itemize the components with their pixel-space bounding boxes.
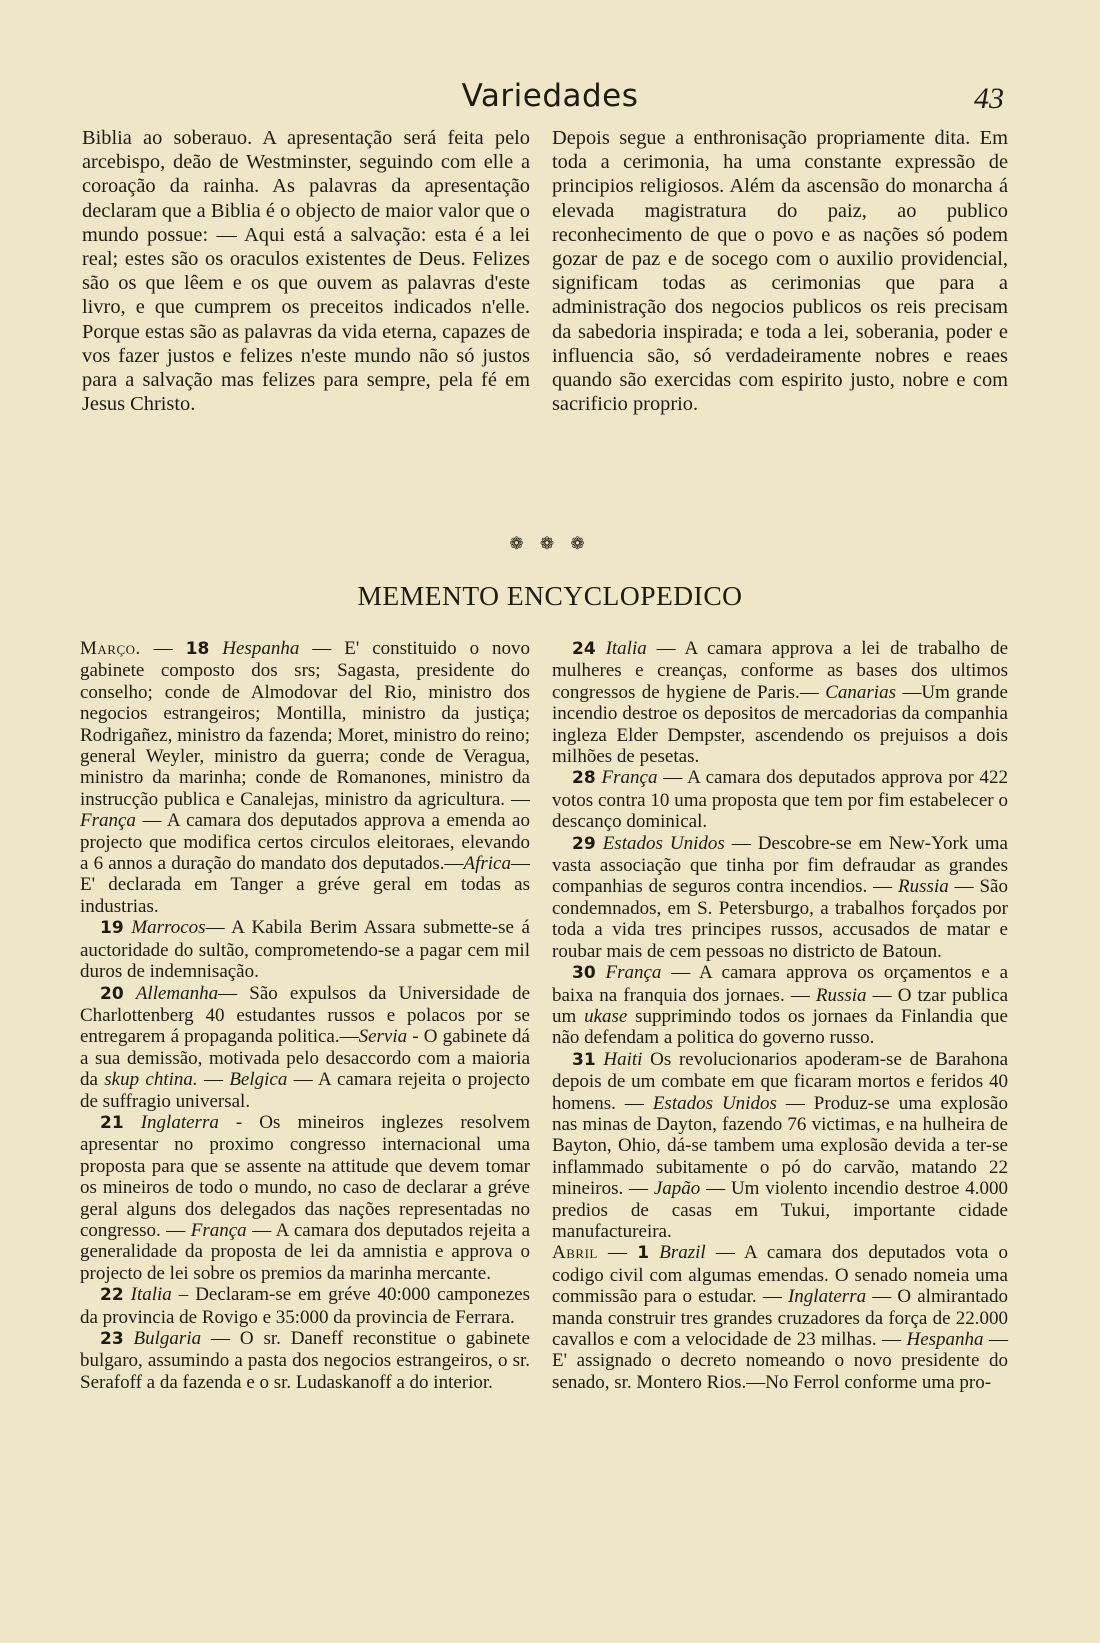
entry-text: — A Kabila Berim Assara submette-se á auctoridade do sultão, comprometendo-se a pagar cem mil duros de indemnisação. xyxy=(80,917,530,983)
memento-entry xyxy=(80,983,530,1112)
entry-text xyxy=(124,1284,131,1305)
entry-italic: Haiti xyxy=(603,1048,643,1070)
entry-text: — E' assignado o decreto nomeando o novo presidente do senado, sr. Montero Rios.—No Ferrol conforme uma pro- xyxy=(552,1329,1009,1393)
entry-text: — xyxy=(197,1069,230,1091)
entry-text xyxy=(124,1112,141,1133)
entry-italic: Italia xyxy=(605,638,647,659)
entry-text: — São expulsos da Universidade de Charlottenberg 40 estudantes russos e polacos por se entregarem á propaganda politica.— xyxy=(80,982,530,1048)
entry-day: 22 xyxy=(100,1285,124,1306)
entry-italic: Allemanha xyxy=(135,982,219,1004)
entry-italic: Japão xyxy=(653,1178,701,1200)
entry-italic: Belgica xyxy=(229,1069,288,1091)
entry-separator: — xyxy=(140,638,186,659)
entry-month: Abril xyxy=(552,1242,598,1264)
entry-italic: Russia xyxy=(815,984,867,1006)
entry-italic: Russia xyxy=(898,876,949,898)
entry-italic: Estados Unidos xyxy=(652,1092,777,1114)
memento-entry xyxy=(80,1284,530,1328)
entry-day: 23 xyxy=(100,1329,124,1349)
entry-text: —E' declarada em Tanger a gréve geral em todas as industrias. xyxy=(80,853,530,917)
entry-italic: Hespanha xyxy=(222,638,300,659)
entry-day: 21 xyxy=(100,1112,124,1133)
entry-italic: Inglaterra xyxy=(787,1286,867,1308)
memento-entry xyxy=(80,1328,530,1393)
entry-italic: ukase xyxy=(584,1005,628,1027)
entry-italic: Africa xyxy=(463,853,511,875)
entry-italic: Canarias xyxy=(825,681,896,703)
entry-text: — A camara approva os orçamentos e a baixa na franquia dos jornaes. — xyxy=(552,962,1009,1006)
memento-entry xyxy=(552,1242,1008,1393)
entry-text: — A camara dos deputados approva a emenda ao projecto que modifica certos circulos eleitoraes, elevando a 6 annos a duração do mandato dos deputados.— xyxy=(80,810,530,875)
entry-text: - Os mineiros inglezes resolvem apresentar no proximo congresso internacional uma proposta para que se assente na attitude que devem tomar os mineiros de todo o mundo, no caso de declarar a gréve geral alguns dos delegados das nações representadas no congresso. — xyxy=(80,1111,530,1241)
entry-italic: Bulgaria xyxy=(133,1328,202,1349)
entry-text: — O tzar publica um xyxy=(552,984,1008,1027)
entry-italic: skup chtina. xyxy=(104,1069,198,1091)
entry-text xyxy=(124,983,136,1004)
entry-text xyxy=(596,962,606,983)
entry-day: 30 xyxy=(572,963,596,984)
entry-text xyxy=(124,1328,134,1349)
entry-text: supprimindo todos os jornaes da Finlandia que não defendam a politica do governo russo. xyxy=(552,1005,1008,1049)
article-column-right xyxy=(552,126,1008,416)
memento-entry xyxy=(552,1049,1008,1243)
entry-text: —Um grande incendio destroe os depositos de mercadorias da companhia ingleza Elder Dempster, ascendendo os prejuisos a dois milhões de pesetas. xyxy=(552,681,1008,768)
entry-text: - O gabinete dá a sua demissão, motivada pelo desaccordo com a maioria da xyxy=(80,1026,530,1091)
section-ornament: ❁ ❁ ❁ xyxy=(509,534,591,553)
article-column-left xyxy=(82,126,530,416)
entry-day: 18 xyxy=(185,639,210,659)
entry-text xyxy=(596,638,606,659)
article-paragraph-left: Biblia ao soberauo. A apresentação será feita pelo arcebispo, deão de Westminster, seguindo com elle a coroação da rainha. As palavras da apresentação declaram que a Biblia é o objecto de maior valor que o mundo possue: — Aqui está a salvação: esta é a lei real; estes são os oraculos existentes de Deus. Felizes são os que lêem e os que ouvem as palavras d'este livro, e que cumprem os preceitos indicados n'elle. Porque estas são as palavras da vida eterna, capazes de vos fazer justos e felizes n'este mundo não só justos para a salvação mas felizes para sempre, pela fé em Jesus Christo. xyxy=(82,127,530,416)
section-title: MEMENTO ENCYCLOPEDICO xyxy=(357,580,743,611)
entry-separator: — xyxy=(597,1242,638,1264)
entry-text: — A camara approva a lei de trabalho de mulheres e creanças, conforme as bases dos ultimos congressos de hygiene de Paris.— xyxy=(552,638,1009,703)
entry-text: — A camara rejeita o projecto de suffragio universal. xyxy=(80,1069,530,1112)
page-header xyxy=(0,78,1100,118)
article-paragraph-right: Depois segue a enthronisação propriamente dita. Em toda a cerimonia, ha uma constante expressão de principios religiosos. Além da ascensão do monarcha á elevada magistratura do paiz, ao publico reconhecimento de que o povo e as nações só podem gozar de paz e de socego com o auxilio providencial, significam todas as cerimonias que para a administração dos negocios publicos os reis precisam da sabedoria inspirada; e toda a lei, soberania, poder e influencia são, só verdadeiramente nobres e reaes quando são exercidas com espirito justo, nobre e com sacrificio proprio. xyxy=(552,127,1008,416)
entry-text: — Descobre-se em New-York uma vasta associação que tinha por fim defraudar as grandes companhias de seguros contra incendios. — xyxy=(552,832,1008,898)
entry-italic: Italia xyxy=(130,1284,172,1306)
entry-text: — A camara dos deputados rejeita a generalidade da proposta de lei da amnistia e approva o projecto de lei sobre os premios da marinha mercante. xyxy=(80,1219,531,1284)
entry-text: — A camara dos deputados vota o codigo civil com algumas emendas. O senado nomeia uma commissão para o estudar. — xyxy=(552,1242,1009,1308)
entry-italic: França xyxy=(190,1219,247,1241)
entry-text: – Declaram-se em gréve 40:000 camponezes da provincia de Rovigo e 35:000 da provincia de Ferrara. xyxy=(80,1284,531,1328)
entry-text xyxy=(596,833,603,854)
entry-italic: Marrocos xyxy=(131,917,206,939)
entry-day: 20 xyxy=(100,983,124,1004)
entry-italic: França xyxy=(80,810,136,832)
entry-italic: França xyxy=(605,962,662,984)
entry-text: — A camara dos deputados approva por 422 votos contra 10 uma proposta que tem por fim estabelecer o descanço dominical. xyxy=(552,767,1009,833)
memento-column-left xyxy=(80,638,530,1393)
entry-italic: Brazil xyxy=(659,1242,706,1264)
entry-text: Os revolucionarios apoderam-se de Barahona depois de um combate em que ficaram mortos e feridos 40 homens. — xyxy=(552,1048,1009,1114)
entry-text: — São condemnados, em S. Petersburgo, a trabalhos forçados por toda a vida tres principes russos, accusados de matar e roubar mais de cem pessoas no districto de Batoun. xyxy=(552,876,1008,962)
memento-column-right xyxy=(552,638,1008,1393)
entry-italic: Estados Unidos xyxy=(602,832,725,854)
entry-text: — E' constituido o novo gabinete composto dos srs; Sagasta, presidente do conselho; conde de Almodovar del Rio, ministro dos negocios estrangeiros; Montilla, ministro da justiça; Rodrigañez, ministro da fazenda; Moret, ministro do reino; general Weyler, ministro da guerra; conde de Veragua, ministro da marinha; conde de Romanones, ministro da instrucção publica e Canalejas, ministro da agricultura. — xyxy=(80,638,531,810)
running-title: Variedades xyxy=(461,78,639,114)
entry-month: Março. xyxy=(80,638,141,659)
entry-text: — O sr. Daneff reconstitue o gabinete bulgaro, assumindo a pasta dos negocios estrangeiros, o sr. Serafoff a da fazenda e o sr. Ludaskanoff a do interior. xyxy=(80,1328,530,1393)
memento-entry xyxy=(552,833,1008,962)
memento-entry xyxy=(552,767,1008,832)
memento-entry xyxy=(80,917,530,982)
entry-day: 31 xyxy=(572,1049,596,1070)
entry-italic: Hespanha xyxy=(906,1329,984,1350)
entry-text: — O almirantado manda construir tres grandes cruzadores da força de 22.000 cavallos e com a velocidade de 23 milhas. — xyxy=(552,1286,1008,1350)
entry-day: 1 xyxy=(637,1243,650,1264)
entry-day: 29 xyxy=(572,833,596,854)
memento-entry xyxy=(80,638,530,917)
memento-entry xyxy=(80,1112,530,1284)
entry-day: 28 xyxy=(572,768,596,789)
entry-day: 24 xyxy=(572,639,596,659)
page-number: 43 xyxy=(974,82,1004,115)
entry-text xyxy=(209,638,222,659)
entry-italic: França xyxy=(601,767,658,789)
entry-italic: Servia xyxy=(358,1026,408,1048)
entry-day: 19 xyxy=(100,918,124,939)
memento-entry xyxy=(552,962,1008,1049)
memento-entry xyxy=(552,638,1008,767)
entry-text: — Produz-se uma explosão nas minas de Dayton, fazendo 76 victimas, e na hulheira de Bayton, Ohio, dá-se tambem uma explosão devida a ter-se inflammado subitamente o pó do carvão, matando 22 mineiros. — xyxy=(552,1092,1008,1200)
entry-text xyxy=(649,1242,659,1263)
entry-italic: Inglaterra xyxy=(140,1111,219,1133)
entry-text: — Um violento incendio destroe 4.000 predios de casas em Tukui, importante cidade manufactureira. xyxy=(552,1178,1008,1242)
